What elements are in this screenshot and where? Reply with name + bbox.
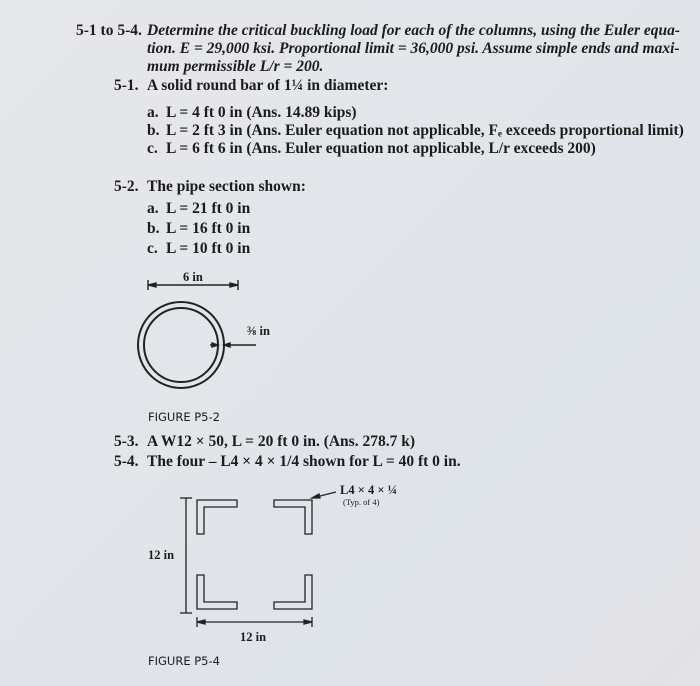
problem-5-4-text: The four – L4 × 4 × 1/4 shown for L = 40 ft 0 in.	[147, 453, 461, 470]
pipe-thickness-label: ⅜ in	[247, 324, 270, 338]
problem-5-2-number: 5-2.	[114, 178, 139, 195]
item-label: b.	[147, 220, 160, 237]
pipe-inner-circle	[144, 308, 218, 382]
problem-5-3-number: 5-3.	[114, 433, 139, 450]
item-text: L = 21 ft 0 in	[166, 200, 251, 217]
pipe-figure	[138, 280, 256, 388]
width-label: 12 in	[240, 630, 267, 644]
item-text: L = 10 ft 0 in	[166, 240, 251, 257]
angle-top-left	[197, 500, 237, 534]
item-text: L = 4 ft 0 in (Ans. 14.89 kips)	[166, 104, 357, 121]
problem-5-2-text: The pipe section shown:	[147, 178, 306, 195]
intro-line-3: mum permissible L/r = 200.	[147, 58, 324, 75]
item-label: b.	[147, 122, 160, 139]
item-text: L = 16 ft 0 in	[166, 220, 251, 237]
intro-number: 5-1 to 5-4.	[76, 22, 142, 39]
problem-5-4-number: 5-4.	[114, 453, 139, 470]
item-text: L = 6 ft 6 in (Ans. Euler equation not applicable, L/r exceeds 200)	[166, 140, 596, 157]
figure-p5-2-caption: FIGURE P5-2	[148, 410, 220, 424]
angle-section-note: (Typ. of 4)	[343, 497, 380, 507]
problem-5-1-number: 5-1.	[114, 77, 139, 94]
height-label: 12 in	[148, 548, 175, 562]
figure-p5-4-caption: FIGURE P5-4	[148, 654, 220, 668]
angle-top-right	[274, 500, 312, 534]
item-label: c.	[147, 140, 158, 157]
item-text: L = 2 ft 3 in (Ans. Euler equation not applicable, Fₑ exceeds proportional limit)	[166, 122, 684, 139]
intro-line-2: tion. E = 29,000 ksi. Proportional limit = 36,000 psi. Assume simple ends and maxi-	[147, 40, 680, 57]
item-label: c.	[147, 240, 158, 257]
item-label: a.	[147, 104, 159, 121]
angle-section-label: L4 × 4 × ¼	[340, 483, 397, 497]
angle-bottom-left	[197, 575, 237, 609]
intro-line-1: Determine the critical buckling load for each of the columns, using the Euler equa-	[147, 22, 681, 39]
problem-5-1-text: A solid round bar of 1¼ in diameter:	[147, 77, 389, 94]
pipe-diameter-label: 6 in	[183, 270, 203, 284]
angle-bottom-right	[274, 575, 312, 609]
problem-5-3-text: A W12 × 50, L = 20 ft 0 in. (Ans. 278.7 k)	[147, 433, 415, 450]
item-label: a.	[147, 200, 159, 217]
angles-figure	[180, 492, 336, 627]
